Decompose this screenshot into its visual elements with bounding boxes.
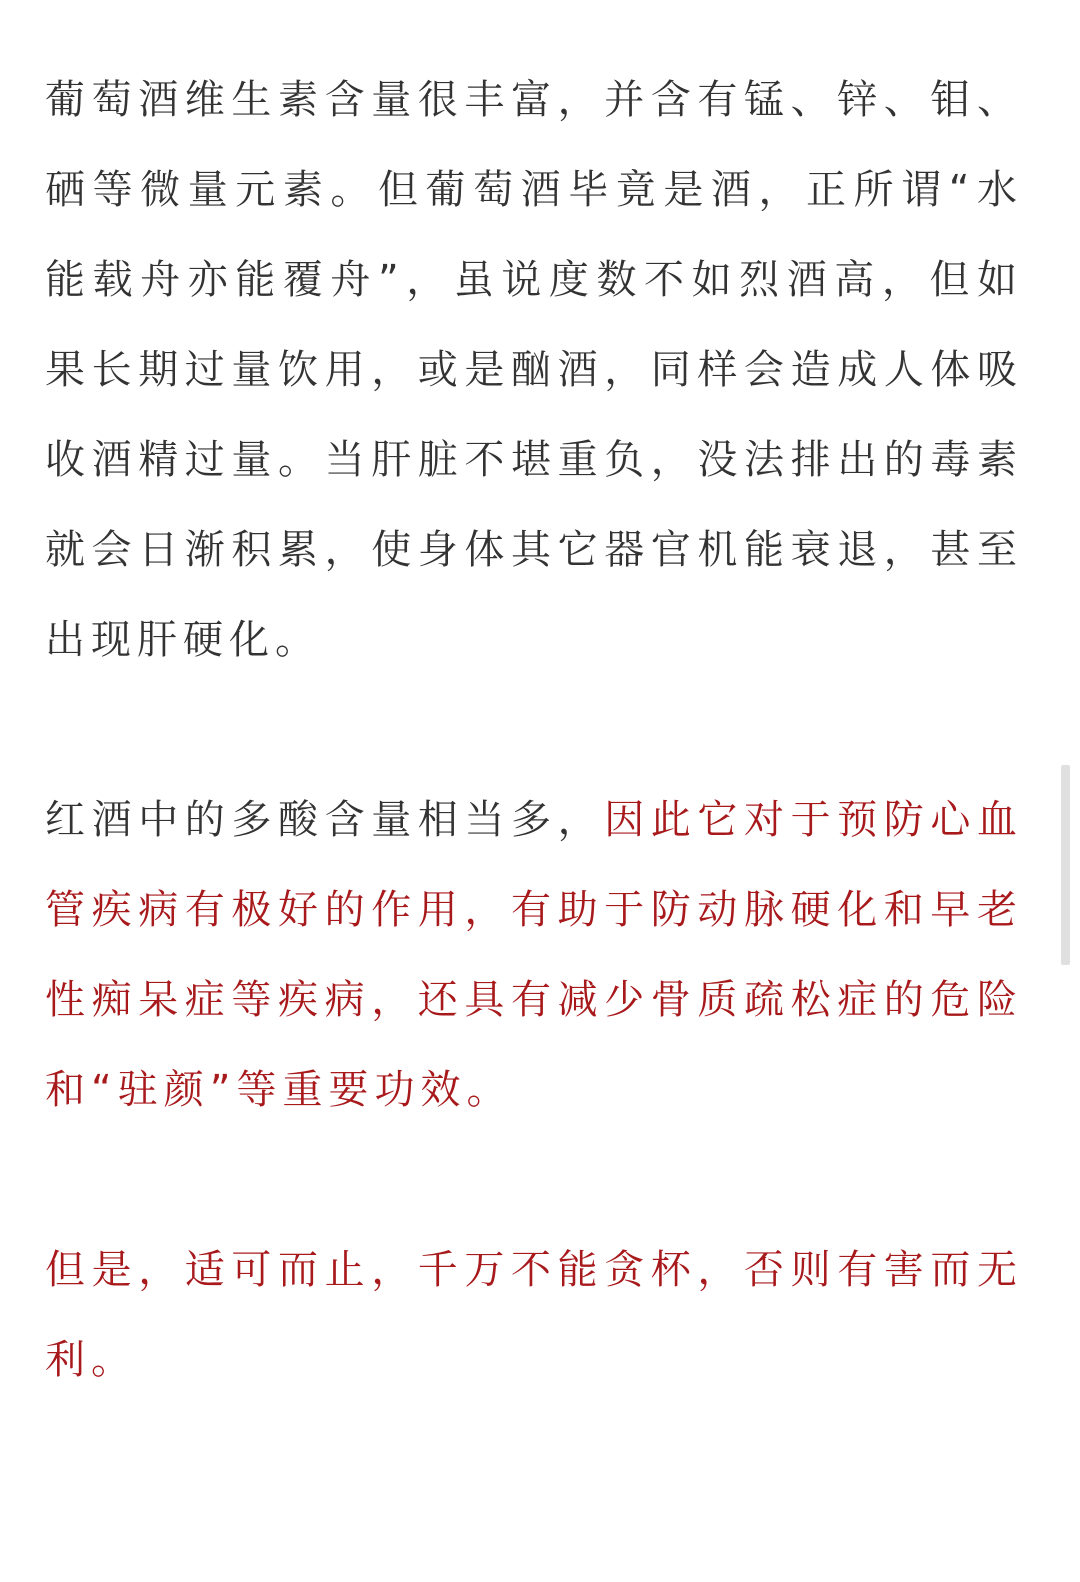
- article-body: [45, 55, 1023, 1495]
- text-line: [45, 145, 1023, 235]
- highlighted-text: 性痴呆症等疾病，还具有减少骨质疏松症的危险: [45, 977, 1023, 1023]
- text-line: [45, 1225, 1023, 1315]
- scrollbar-thumb[interactable]: [1061, 765, 1070, 965]
- body-text: 果长期过量饮用，或是酗酒，同样会造成人体吸: [45, 347, 1023, 393]
- highlighted-text: 和“驻颜”等重要功效。: [45, 1067, 513, 1113]
- highlighted-text: 利。: [45, 1337, 137, 1383]
- text-line: [45, 1045, 1023, 1135]
- text-line: [45, 415, 1023, 505]
- body-text: 葡萄酒维生素含量很丰富，并含有锰、锌、钼、: [45, 77, 1023, 123]
- text-line: [45, 55, 1023, 145]
- text-line: [45, 235, 1023, 325]
- text-line: [45, 1315, 1023, 1405]
- body-text: 能载舟亦能覆舟”，虽说度数不如烈酒高，但如: [45, 257, 1023, 303]
- paragraph: [45, 55, 1023, 685]
- highlighted-text: 但是，适可而止，千万不能贪杯，否则有害而无: [45, 1247, 1023, 1293]
- body-text: 出现肝硬化。: [45, 617, 321, 663]
- body-text: 红酒中的多酸含量相当多，: [45, 797, 605, 843]
- text-line: [45, 775, 1023, 865]
- text-line: [45, 595, 1023, 685]
- text-line: [45, 865, 1023, 955]
- body-text: 硒等微量元素。但葡萄酒毕竟是酒，正所谓“水: [45, 167, 1023, 213]
- text-line: [45, 325, 1023, 415]
- highlighted-text: 管疾病有极好的作用，有助于防动脉硬化和早老: [45, 887, 1023, 933]
- paragraph: [45, 775, 1023, 1135]
- text-line: [45, 505, 1023, 595]
- highlighted-text: 因此它对于预防心血: [604, 797, 1024, 843]
- text-line: [45, 955, 1023, 1045]
- body-text: 就会日渐积累，使身体其它器官机能衰退，甚至: [45, 527, 1023, 573]
- paragraph: [45, 1225, 1023, 1405]
- body-text: 收酒精过量。当肝脏不堪重负，没法排出的毒素: [45, 437, 1023, 483]
